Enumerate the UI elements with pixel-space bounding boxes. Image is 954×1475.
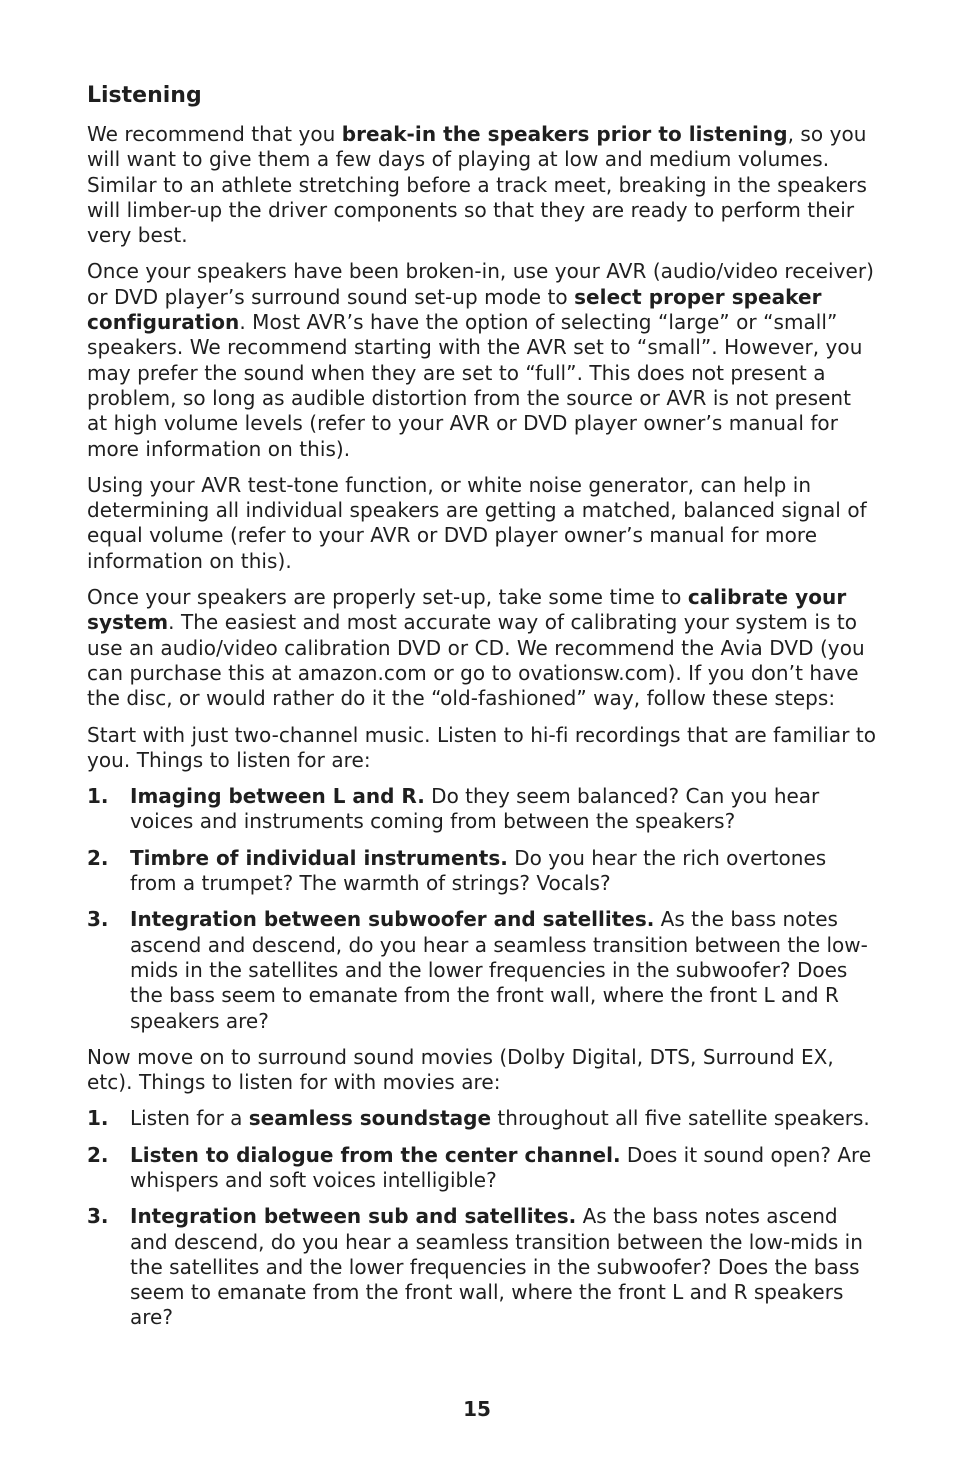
paragraph-break-in: We recommend that you break-in the speakers prior to listening, so you will want to give them a few days of playing at low and medium volumes. Similar to an athlete stretching before a track meet, breaking in the speakers will limber-up the driver components so that they are ready to perform their very best. xyxy=(87,122,868,248)
paragraph-two-channel: Start with just two-channel music. Listen to hi-fi recordings that are familiar to you. Things to listen for are: xyxy=(87,722,877,772)
music-checklist xyxy=(87,784,877,1034)
list-item: 1. Listen for a seamless soundstage throughout all five satellite speakers. xyxy=(87,1106,870,1131)
list-item: 2. Timbre of individual instruments. Do you hear the rich overtones from a trumpet? The warmth of strings? Vocals? xyxy=(87,845,827,896)
paragraph-speaker-configuration: Once your speakers have been broken-in, use your AVR (audio/video receiver) or DVD player’s surround sound set-up mode to select proper speaker configuration. Most AVR’s have the option of selecting “large” or “small” speakers. We recommend starting with the AVR set to “small”. However, you may prefer the sound when they are set to “full”. This does not present a problem, so long as audible distortion from the source or AVR is not present at high volume levels (refer to your AVR or DVD player owner’s manual for more information on this). xyxy=(87,259,874,461)
emphasis-break-in: break-in the speakers prior to listening xyxy=(341,122,788,146)
paragraph-calibrate: Once your speakers are properly set-up, take some time to calibrate your system. The easiest and most accurate way of calibrating your system is to use an audio/video calibration DVD or CD. We recommend the Avia DVD (you can purchase this at amazon.com or go to ovationsw.com). If you don’t have the disc, or would rather do it the “old-fashioned” way, follow these steps: xyxy=(87,585,865,711)
list-item: 3. Integration between sub and satellites. As the bass notes ascend and descend, do you hear a seamless transition between the low-mids in the satellites and the lower frequencies in the subwoofer? Does the bass seem to emanate from the front wall, where the front L and R speakers are? xyxy=(87,1204,863,1330)
list-item: 3. Integration between subwoofer and satellites. As the bass notes ascend and descend, do you hear a seamless transition between the low-mids in the satellites and the lower frequencies in the subwoofer? Does the bass seem to emanate from the front wall, where the front L and R speakers are? xyxy=(87,907,868,1033)
section-title: Listening xyxy=(87,83,202,108)
manual-page xyxy=(87,82,877,1342)
movie-checklist xyxy=(87,1106,877,1330)
page-number: 15 xyxy=(463,1397,491,1421)
paragraph-test-tone: Using your AVR test-tone function, or white noise generator, can help in determining all individual speakers are getting a matched, balanced signal of equal volume (refer to your AVR or DVD player owner’s manual for more information on this). xyxy=(87,472,867,573)
list-item: 1. Imaging between L and R. Do they seem balanced? Can you hear voices and instruments coming from between the speakers? xyxy=(87,784,820,834)
emphasis-calibrate: calibrate your system xyxy=(87,585,847,635)
emphasis-speaker-configuration: select proper speaker configuration xyxy=(87,284,822,335)
list-item: 2. Listen to dialogue from the center channel. Does it sound open? Are whispers and soft voices intelligible? xyxy=(87,1142,872,1192)
paragraph-surround-movies: Now move on to surround sound movies (Dolby Digital, DTS, Surround EX, etc). Things to listen for with movies are: xyxy=(87,1044,834,1095)
